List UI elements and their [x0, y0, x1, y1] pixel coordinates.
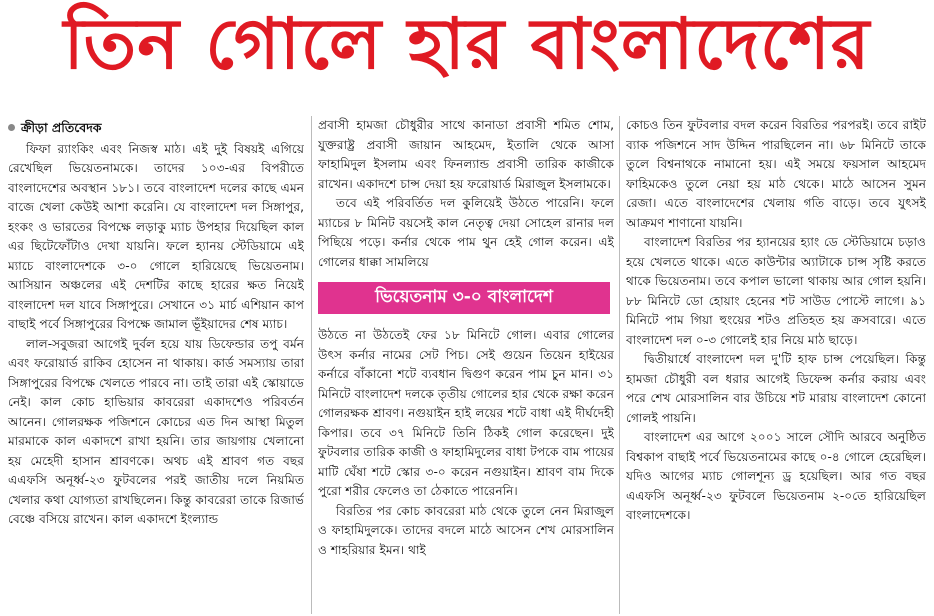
- headline: তিন গোলে হার বাংলাদেশের: [63, 2, 871, 85]
- article-column-1: [8, 118, 304, 614]
- article-column-2: [318, 116, 614, 614]
- paragraph: কোচও তিন ফুটবলার বদল করেন বিরতির পরপরই। তবে রাইট ব্যাক পজিশনে সাদ উদ্দিন পারছিলেন না। ৬৮ মিনিটে তাকে তুলে বিশ্বনাথকে নামানো হয়। এই সময়ে ফয়সাল আহমেদ ফাহিমকেও তুলে নেয়া হয় মাঠ থেকে। মাঠে আসেন সুমন রেজা। এতে বাংলাদেশের খেলায় গতি বাড়ে। তবে যুৎসই আক্রমণ শাণানো যায়নি।: [626, 118, 926, 230]
- column-divider: [311, 116, 312, 614]
- byline: [8, 118, 304, 138]
- paragraph: লাল-সবুজরা আগেই দুর্বল হয়ে যায় ডিফেন্ডার তপু বর্মন এবং ফরোয়ার্ড রাকিব হোসেন না থাকায়। কার্ড সমস্যায় তারা সিঙ্গাপুরের বিপক্ষে খেলতে পারবে না। তাই তারা এই স্কোয়াডে নেই। কাল কোচ হাভিয়ার কাবরেরা একাদশেও পরিবর্তন আনেন। গোলরক্ষক পজিশনে কোচের এত দিন আস্থা মিতুল মারমাকে কাল একাদশে রাখা হয়নি। তার জায়গায় খেলানো হয় মেহেদী হাসান শ্রাবণকে। অথচ এই শ্রাবণ গত বছর এএফসি অনূর্ধ্ব-২৩ ফুটবলের পরই জাতীয় দলে নিয়মিত খেলার কথা যোগ্যতা রাখছিলেন। কিন্তু কাবরেরা তাকে রিজার্ভ বেঞ্চে বসিয়ে রাখেন। কাল একাদশে ইংল্যান্ড: [8, 336, 304, 526]
- paragraph: ফিফা র‍্যাংকিং এবং নিজস্ব মাঠ। এই দুই বিষয়ই এগিয়ে রেখেছিল ভিয়েতনামকে। তাদের ১০৩-এর বিপরীতে বাংলাদেশের অবস্থান ১৮১। তবে বাংলাদেশ দলের কাছে এমন বাজে খেলা কেউই আশা করেনি। যে বাংলাদেশ দল সিঙ্গাপুর, হংকং ও ভারতের বিপক্ষে লড়াকু ম্যাচ উপহার দিয়েছিল কাল এর ছিটেফোঁটাও দেখা যায়নি। ফলে হ্যানয় স্টেডিয়ামে এই ম্যাচে বাংলাদেশকে ৩-০ গোলে হারিয়েছে ভিয়েতনাম। আসিয়ান অঞ্চলের এই দেশটির কাছে হারের ক্ষত নিয়েই বাংলাদেশ দল যাবে সিঙ্গাপুরে। সেখানে ৩১ মার্চ এশিয়ান কাপ বাছাই পর্বে সিঙ্গাপুরের বিপক্ষে জামাল ভূঁইয়াদের শেষ ম্যাচ।: [8, 141, 304, 331]
- score-highlight-box: ভিয়েতনাম ৩-০ বাংলাদেশ: [318, 282, 610, 314]
- article-column-3: [626, 116, 926, 614]
- byline-text: ক্রীড়া প্রতিবেদক: [21, 120, 102, 135]
- bullet-icon: [8, 124, 15, 131]
- paragraph: বাংলাদেশ এর আগে ২০০১ সালে সৌদি আরবে অনুষ্ঠিত বিশ্বকাপ বাছাই পর্বে ভিয়েতনামের কাছে ০-৪ গোলে হেরেছিল। যদিও আগের ম্যাচ গোলশূন্য ড্র হয়েছিল। আর গত বছর এএফসি অনূর্ধ্ব-২৩ ফুটবলে ভিয়েতনাম ২-০তে হারিয়েছিল বাংলাদেশকে।: [626, 430, 926, 522]
- paragraph: প্রবাসী হামজা চৌধুরীর সাথে কানাডা প্রবাসী শমিত শোম, যুক্তরাষ্ট্র প্রবাসী জায়ান আহমেদ, ইতালি থেকে আসা ফাহামিদুল ইসলাম এবং ফিনল্যান্ড প্রবাসী তারিক কাজীকে রাখেন। একাদশে চান্স দেয়া হয় ফরোয়ার্ড মিরাজুল ইসলামকে।: [318, 118, 614, 191]
- paragraph: দ্বিতীয়ার্ধে বাংলাদেশ দল দু'টি হাফ চান্স পেয়েছিল। কিন্তু হামজা চৌধুরী বল ধরার আগেই ডিফেন্স কর্নার করায় এবং পরে শেখ মোরসালিন বার উচিয়ে শট মারায় বাংলাদেশ কোনো গোলই পায়নি।: [626, 352, 926, 425]
- paragraph: বাংলাদেশ বিরতির পর হ্যানয়ের হ্যাং ডে স্টেডিয়ামে চড়াও হয়ে খেলতে থাকে। এতে কাউন্টার অ্যাটাকে চান্স সৃষ্টি করতে থাকে ভিয়েতনাম। তবে কপাল ভালো থাকায় আর গোল হয়নি। ৮৮ মিনিটে ডো হোয়াং হেনের শট সাউড পোস্টে লাগে। ৯১ মিনিটে পাম গিয়া হুংয়ের শটও প্রতিহত হয় ক্রসবারে। এতে বাংলাদেশ দল ০-৩ গোলেই হার নিয়ে মাঠ ছাড়ে।: [626, 235, 926, 347]
- paragraph: তবে এই পরিবর্তিত দল কুলিয়েই উঠতে পারেনি। ফলে ম্যাচের ৮ মিনিট বয়সেই কাল নেতৃত্ব দেয়া সোহেল রানার দল পিছিয়ে পড়ে। কর্নার থেকে পাম থুন হেই গোল করেন। এই গোলের ধাক্কা সামলিয়ে: [318, 196, 614, 269]
- column-divider: [619, 116, 620, 614]
- paragraph: উঠতে না উঠতেই ফের ১৮ মিনিটে গোল। এবার গোলের উৎস কর্নার নামের সেট পিচ। সেই গুয়েন তিয়েন হাইয়ের কর্নারে বাঁকানো শটে ব্যবধান দ্বিগুণ করেন পাম চুন মান। ৩১ মিনিটে বাংলাদেশ দলকে তৃতীয় গোলের হার থেকে রক্ষা করেন গোলরক্ষক শ্রাবণ। নগুয়াইন হাই লয়ের শটে বাধা এই দীর্ঘদেহী কিপার। তবে ৩৭ মিনিটে তিনি ঠিকই গোল করেছেন। দুই ফুটবলার তারিক কাজী ও ফাহামিদুলের বাধা টপকে বাম পায়ের মাটি ঘেঁষা শটে স্কোর ৩-০ করেন নগুয়াইন। শ্রাবণ বাম দিকে পুরো শরীর ফেলেও তা ঠেকাতে পারেননি।: [318, 328, 614, 498]
- paragraph: বিরতির পর কোচ কাবরেরা মাঠ থেকে তুলে নেন মিরাজুল ও ফাহামিদুলকে। তাদের বদলে মাঠে আসেন শেখ মোরসালিন ও শাহরিয়ার ইমন। থাই: [318, 503, 614, 557]
